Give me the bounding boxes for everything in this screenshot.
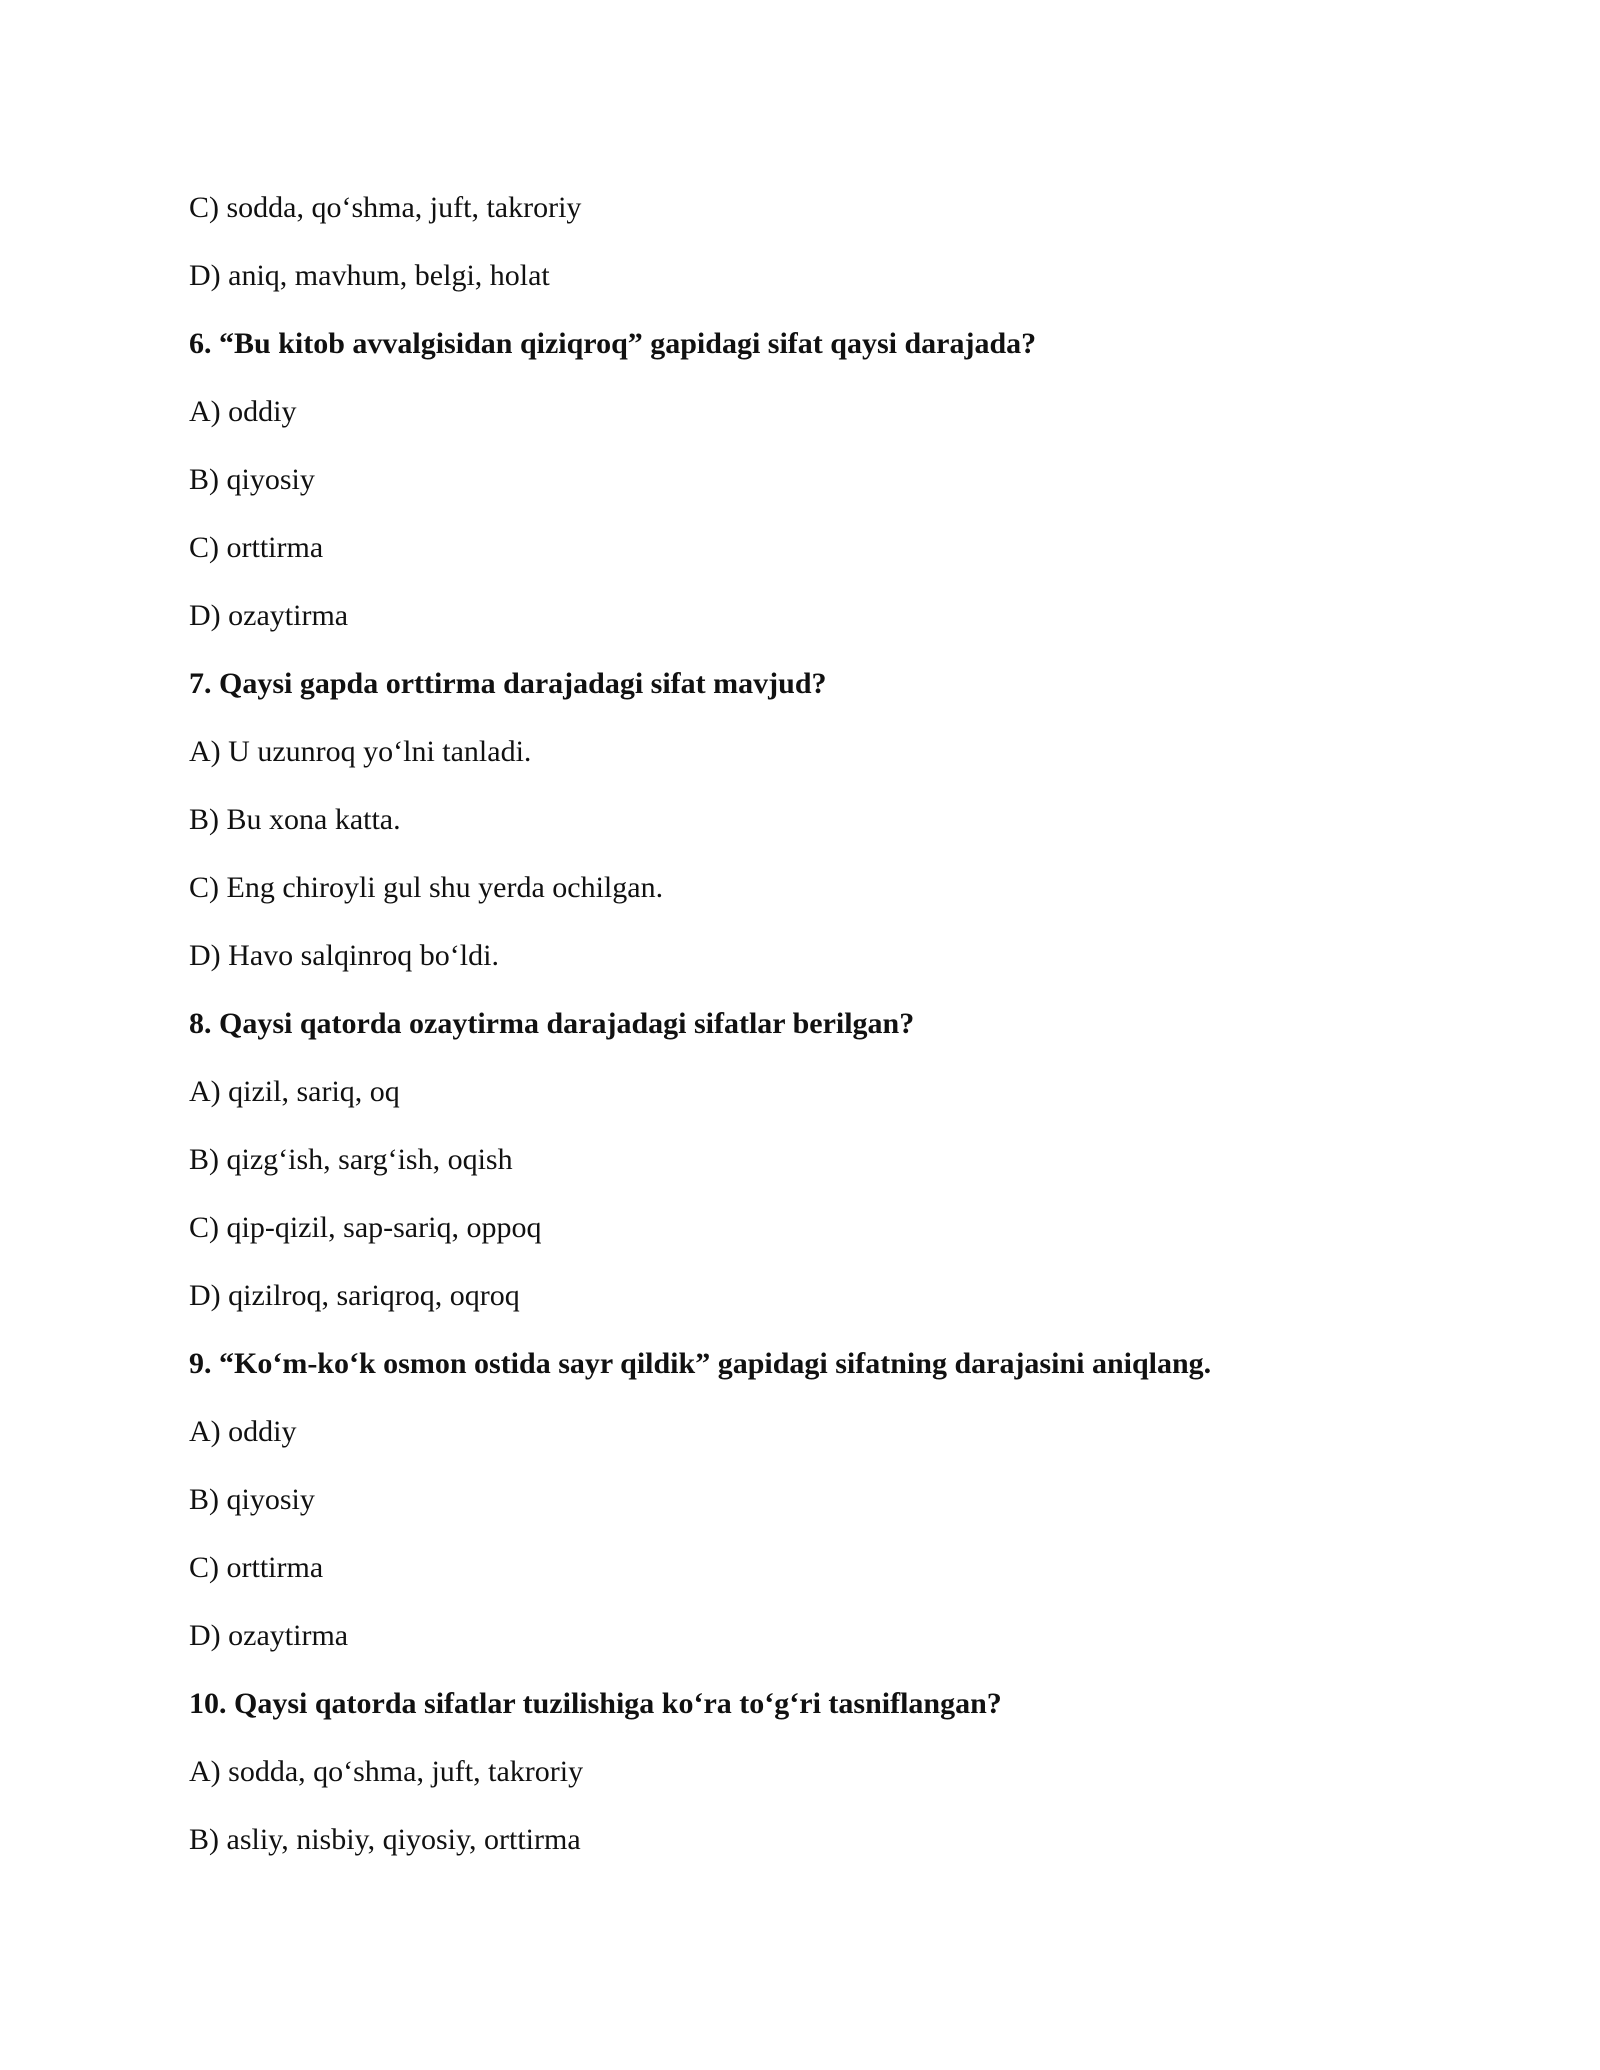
answer-option: D) qizilroq, sariqroq, oqroq: [189, 1279, 520, 1312]
quiz-content: [189, 185, 1439, 1885]
answer-option: D) ozaytirma: [189, 599, 349, 632]
answer-option: C) sodda, qo‘shma, juft, takroriy: [189, 191, 582, 224]
answer-option: D) aniq, mavhum, belgi, holat: [189, 259, 550, 292]
answer-option: B) qiyosiy: [189, 1483, 315, 1516]
answer-option: A) oddiy: [189, 1415, 297, 1448]
question-heading: 10. Qaysi qatorda sifatlar tuzilishiga ko‘ra to‘g‘ri tasniflangan?: [189, 1687, 1002, 1720]
answer-option: B) asliy, nisbiy, qiyosiy, orttirma: [189, 1823, 581, 1856]
question-heading: 6. “Bu kitob avvalgisidan qiziqroq” gapidagi sifat qaysi darajada?: [189, 327, 1037, 360]
answer-option: D) Havo salqinroq bo‘ldi.: [189, 939, 499, 972]
answer-option: B) Bu xona katta.: [189, 803, 401, 836]
answer-option: A) oddiy: [189, 395, 297, 428]
answer-option: C) orttirma: [189, 531, 324, 564]
answer-option: B) qiyosiy: [189, 463, 315, 496]
answer-option: C) orttirma: [189, 1551, 324, 1584]
answer-option: C) Eng chiroyli gul shu yerda ochilgan.: [189, 871, 664, 904]
answer-option: A) U uzunroq yo‘lni tanladi.: [189, 735, 532, 768]
answer-option: B) qizg‘ish, sarg‘ish, oqish: [189, 1143, 513, 1176]
answer-option: C) qip-qizil, sap-sariq, oppoq: [189, 1211, 542, 1244]
answer-option: A) sodda, qo‘shma, juft, takroriy: [189, 1755, 584, 1788]
answer-option: A) qizil, sariq, oq: [189, 1075, 400, 1108]
answer-option: D) ozaytirma: [189, 1619, 349, 1652]
question-heading: 8. Qaysi qatorda ozaytirma darajadagi sifatlar berilgan?: [189, 1007, 915, 1040]
question-heading: 9. “Ko‘m-ko‘k osmon ostida sayr qildik” gapidagi sifatning darajasini aniqlang.: [189, 1347, 1212, 1380]
question-heading: 7. Qaysi gapda orttirma darajadagi sifat mavjud?: [189, 667, 827, 700]
